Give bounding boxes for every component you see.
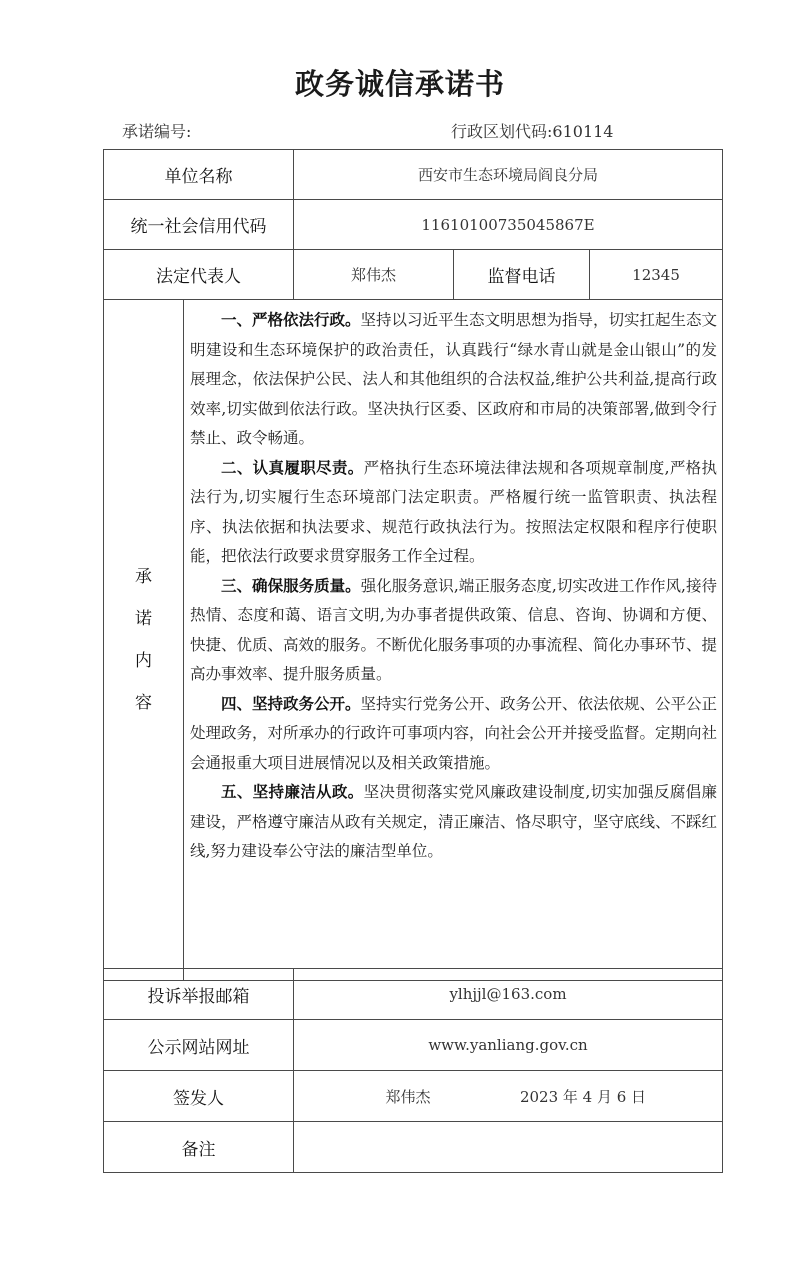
commitment-item-body: 严格执行生态环境法律法规和各项规章制度,严格执法行为,切实履行生态环境部门法定职责。严格履行统一监管职责、执法程序、执法依据和执法要求、规范行政执法行为。按照法定权限和程序行使职能，把依法行政要求贯穿服务工作全过程。 — [190, 458, 718, 565]
document-title: 政务诚信承诺书 — [294, 67, 505, 101]
region-code-value: 610114 — [552, 122, 614, 141]
label-char: 诺 — [135, 609, 152, 629]
unit-name-label: 单位名称 — [104, 150, 294, 200]
commitment-content — [184, 300, 723, 981]
unit-name-row — [104, 150, 723, 200]
remark-value — [294, 1122, 723, 1173]
issuer-name: 郑伟杰 — [385, 1087, 431, 1106]
website-label: 公示网站网址 — [104, 1020, 294, 1071]
commitment-number-label: 承诺编号: — [122, 122, 192, 141]
unit-name-value: 西安市生态环境局阎良分局 — [294, 150, 723, 200]
commitment-item-heading: 四、坚持政务公开。 — [221, 694, 361, 713]
email-value: ylhjjl@163.com — [294, 969, 723, 1020]
issuer-label: 签发人 — [104, 1071, 294, 1122]
commitment-item — [190, 690, 717, 779]
footer-table — [103, 968, 723, 1173]
issuer-cell — [294, 1071, 723, 1122]
commitment-item-heading: 一、严格依法行政。 — [221, 311, 361, 329]
email-row — [104, 969, 723, 1020]
phone-value: 12345 — [590, 250, 723, 300]
commitment-item-heading: 五、坚持廉洁从政。 — [221, 783, 364, 801]
issuer-row — [104, 1071, 723, 1122]
website-row — [104, 1020, 723, 1071]
website-value: www.yanliang.gov.cn — [294, 1020, 723, 1071]
region-code-label: 行政区划代码: — [451, 122, 553, 141]
legal-rep-label: 法定代表人 — [104, 250, 294, 300]
commitment-content-label — [104, 300, 184, 981]
legal-rep-row — [104, 250, 723, 300]
commitment-item-body: 坚持以习近平生态文明思想为指导，切实扛起生态文明建设和生态环境保护的政治责任，认真践行“绿水青山就是金山银山”的发展理念，依法保护公民、法人和其他组织的合法权益,维护公共利益,提高行政效率,切实做到依法行政。坚决执行区委、区政府和市局的决策部署,做到令行禁止、政令畅通。 — [190, 311, 718, 447]
commitment-item-body: 坚持实行党务公开、政务公开、依法依规、公平公正处理政务，对所承办的行政许可事项内容，向社会公开并接受监督。定期向社会通报重大项目进展情况以及相关政策措施。 — [190, 694, 718, 772]
remark-label: 备注 — [104, 1122, 294, 1173]
commitment-table — [103, 149, 723, 981]
credit-code-row — [104, 200, 723, 250]
commitment-item — [190, 306, 717, 454]
commitment-item — [190, 778, 717, 867]
commitment-content-row — [104, 300, 723, 981]
commitment-item-heading: 二、认真履职尽责。 — [221, 458, 364, 477]
legal-rep-value: 郑伟杰 — [294, 250, 454, 300]
credit-code-value: 11610100735045867E — [294, 200, 723, 250]
commitment-item-body: 强化服务意识,端正服务态度,切实改进工作作风,接待热情、态度和蔼、语言文明,为办事者提供政策、信息、咨询、协调和方便、快捷、优质、高效的服务。不断优化服务事项的办事流程、简化办事环节、提高办事效率、提升服务质量。 — [190, 576, 718, 683]
remark-row — [104, 1122, 723, 1173]
label-char: 承 — [135, 567, 152, 587]
commitment-item-heading: 三、确保服务质量。 — [221, 576, 361, 595]
email-label: 投诉举报邮箱 — [104, 969, 294, 1020]
commitment-number — [122, 119, 191, 142]
label-char: 内 — [135, 651, 152, 671]
commitment-item — [190, 454, 717, 572]
credit-code-label: 统一社会信用代码 — [104, 200, 294, 250]
commitment-item-body: 坚决贯彻落实党风廉政建设制度,切实加强反腐倡廉建设，严格遵守廉洁从政有关规定，清正廉洁、恪尽职守，坚守底线、不踩红线,努力建设奉公守法的廉洁型单位。 — [190, 783, 718, 860]
phone-label: 监督电话 — [454, 250, 590, 300]
issue-date: 2023 年 4 月 6 日 — [519, 1087, 647, 1106]
commitment-item — [190, 572, 717, 690]
region-code — [451, 119, 613, 142]
label-char: 容 — [135, 693, 152, 713]
